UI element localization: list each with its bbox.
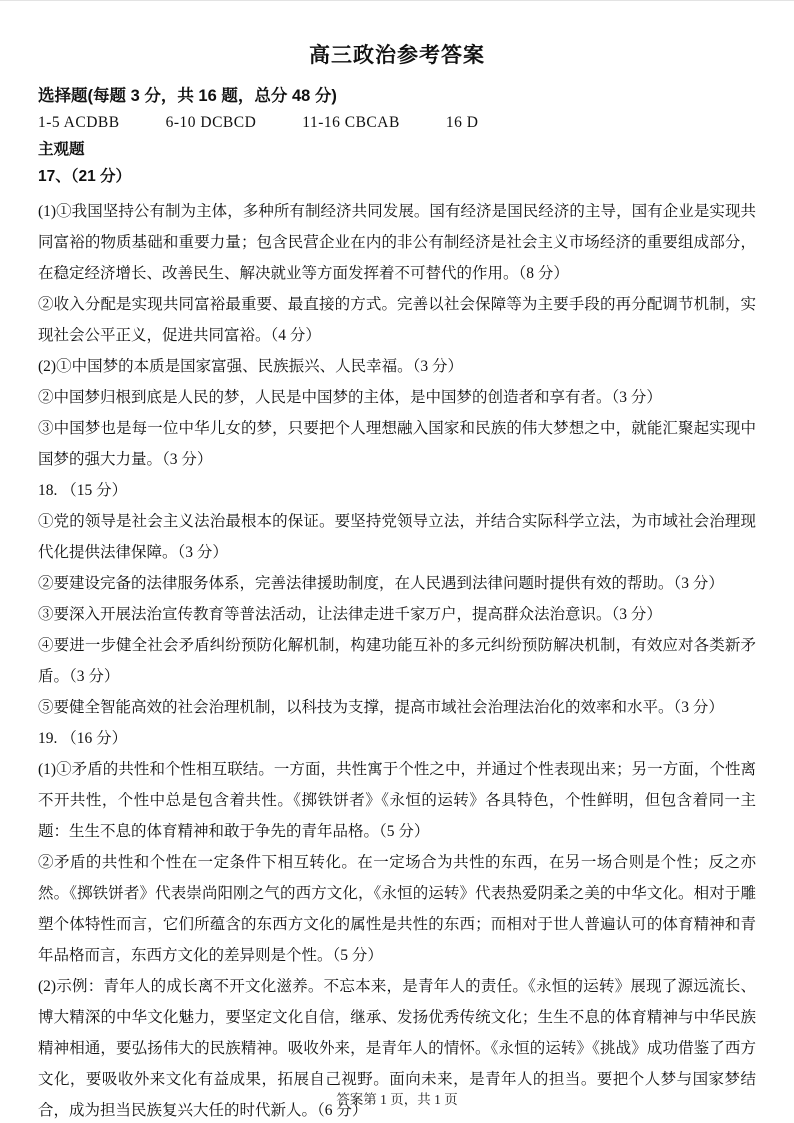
- question-19: [38, 723, 756, 1123]
- question-18-answer-paragraph: ①党的领导是社会主义法治最根本的保证。要坚持党领导立法，并结合实际科学立法，为市域社会治理现代化提供法律保障。（3 分）: [38, 513, 756, 561]
- question-19-heading: 19. （16 分）: [38, 730, 128, 747]
- page-footer: 答案第 1 页，共 1 页: [336, 1092, 458, 1107]
- subjective-section-heading: 主观题: [38, 141, 85, 158]
- question-17-answer-paragraph: (2)①中国梦的本质是国家富强、民族振兴、人民幸福。（3 分）: [38, 358, 463, 375]
- choice-section-heading: 选择题(每题 3 分，共 16 题，总分 48 分): [38, 87, 337, 105]
- answer-group-1-5: 1-5 ACDBB: [38, 114, 120, 131]
- question-18-answer-paragraph: ③要深入开展法治宣传教育等普法活动，让法律走进千家万户，提高群众法治意识。（3 分）: [38, 606, 662, 623]
- question-18-answer-paragraph: ②要建设完备的法律服务体系，完善法律援助制度，在人民遇到法律问题时提供有效的帮助。（3 分）: [38, 575, 724, 592]
- question-17-answer-paragraph: ②收入分配是实现共同富裕最重要、最直接的方式。完善以社会保障等为主要手段的再分配调节机制，实现社会公平正义，促进共同富裕。（4 分）: [38, 296, 756, 344]
- question-17: [38, 165, 756, 475]
- question-19-answer-paragraph: (2)示例：青年人的成长离不开文化滋养。不忘本来，是青年人的责任。《永恒的运转》展现了源远流长、博大精深的中华文化魅力，要坚定文化自信，继承、发扬优秀传统文化；生生不息的体育精神与中华民族精神相通，要弘扬伟大的民族精神。吸收外来，是青年人的情怀。《永恒的运转》《挑战》成功借鉴了西方文化，要吸收外来文化有益成果，拓展自己视野。面向未来，是青年人的担当。要把个人梦与国家梦结合，成为担当民族复兴大任的时代新人。（6 分）: [38, 978, 756, 1119]
- choice-answers-row: [38, 112, 756, 134]
- answer-group-11-16: 11-16 CBCAB: [302, 114, 400, 131]
- answer-group-16: 16 D: [445, 114, 479, 131]
- question-19-answer-paragraph: ②矛盾的共性和个性在一定条件下相互转化。在一定场合为共性的东西，在另一场合则是个性；反之亦然。《掷铁饼者》代表崇尚阳刚之气的西方文化，《永恒的运转》代表热爱阴柔之美的中华文化。相对于雕塑个体特性而言，它们所蕴含的东西方文化的属性是共性的东西；而相对于世人普遍认可的体育精神和青年品格而言，东西方文化的差异则是个性。（5 分）: [38, 854, 756, 964]
- question-18-heading: 18. （15 分）: [38, 482, 128, 499]
- page-title: 高三政治参考答案: [309, 44, 485, 67]
- question-17-answer-paragraph: ③中国梦也是每一位中华儿女的梦，只要把个人理想融入国家和民族的伟大梦想之中，就能汇聚起实现中国梦的强大力量。（3 分）: [38, 420, 756, 468]
- question-18-answer-paragraph: ⑤要健全智能高效的社会治理机制，以科技为支撑，提高市域社会治理法治化的效率和水平。（3 分）: [38, 699, 724, 716]
- question-17-answer-paragraph: ②中国梦归根到底是人民的梦，人民是中国梦的主体，是中国梦的创造者和享有者。（3 分）: [38, 389, 662, 406]
- question-18-answer-paragraph: ④要进一步健全社会矛盾纠纷预防化解机制，构建功能互补的多元纠纷预防解决机制，有效应对各类新矛盾。（3 分）: [38, 637, 756, 685]
- answer-group-6-10: 6-10 DCBCD: [165, 114, 257, 131]
- question-18: [38, 475, 756, 723]
- question-19-answer-paragraph: (1)①矛盾的共性和个性相互联结。一方面，共性寓于个性之中，并通过个性表现出来；另一方面，个性离不开共性，个性中总是包含着共性。《掷铁饼者》《永恒的运转》各具特色，个性鲜明，但包含着同一主题：生生不息的体育精神和敢于争先的青年品格。（5 分）: [38, 761, 756, 840]
- question-17-heading: 17、（21 分）: [38, 168, 132, 185]
- question-17-answer-paragraph: (1)①我国坚持公有制为主体，多种所有制经济共同发展。国有经济是国民经济的主导，国有企业是实现共同富裕的物质基础和重要力量；包含民营企业在内的非公有制经济是社会主义市场经济的重要组成部分，在稳定经济增长、改善民生、解决就业等方面发挥着不可替代的作用。（8 分）: [38, 203, 756, 282]
- choice-section: [38, 85, 756, 161]
